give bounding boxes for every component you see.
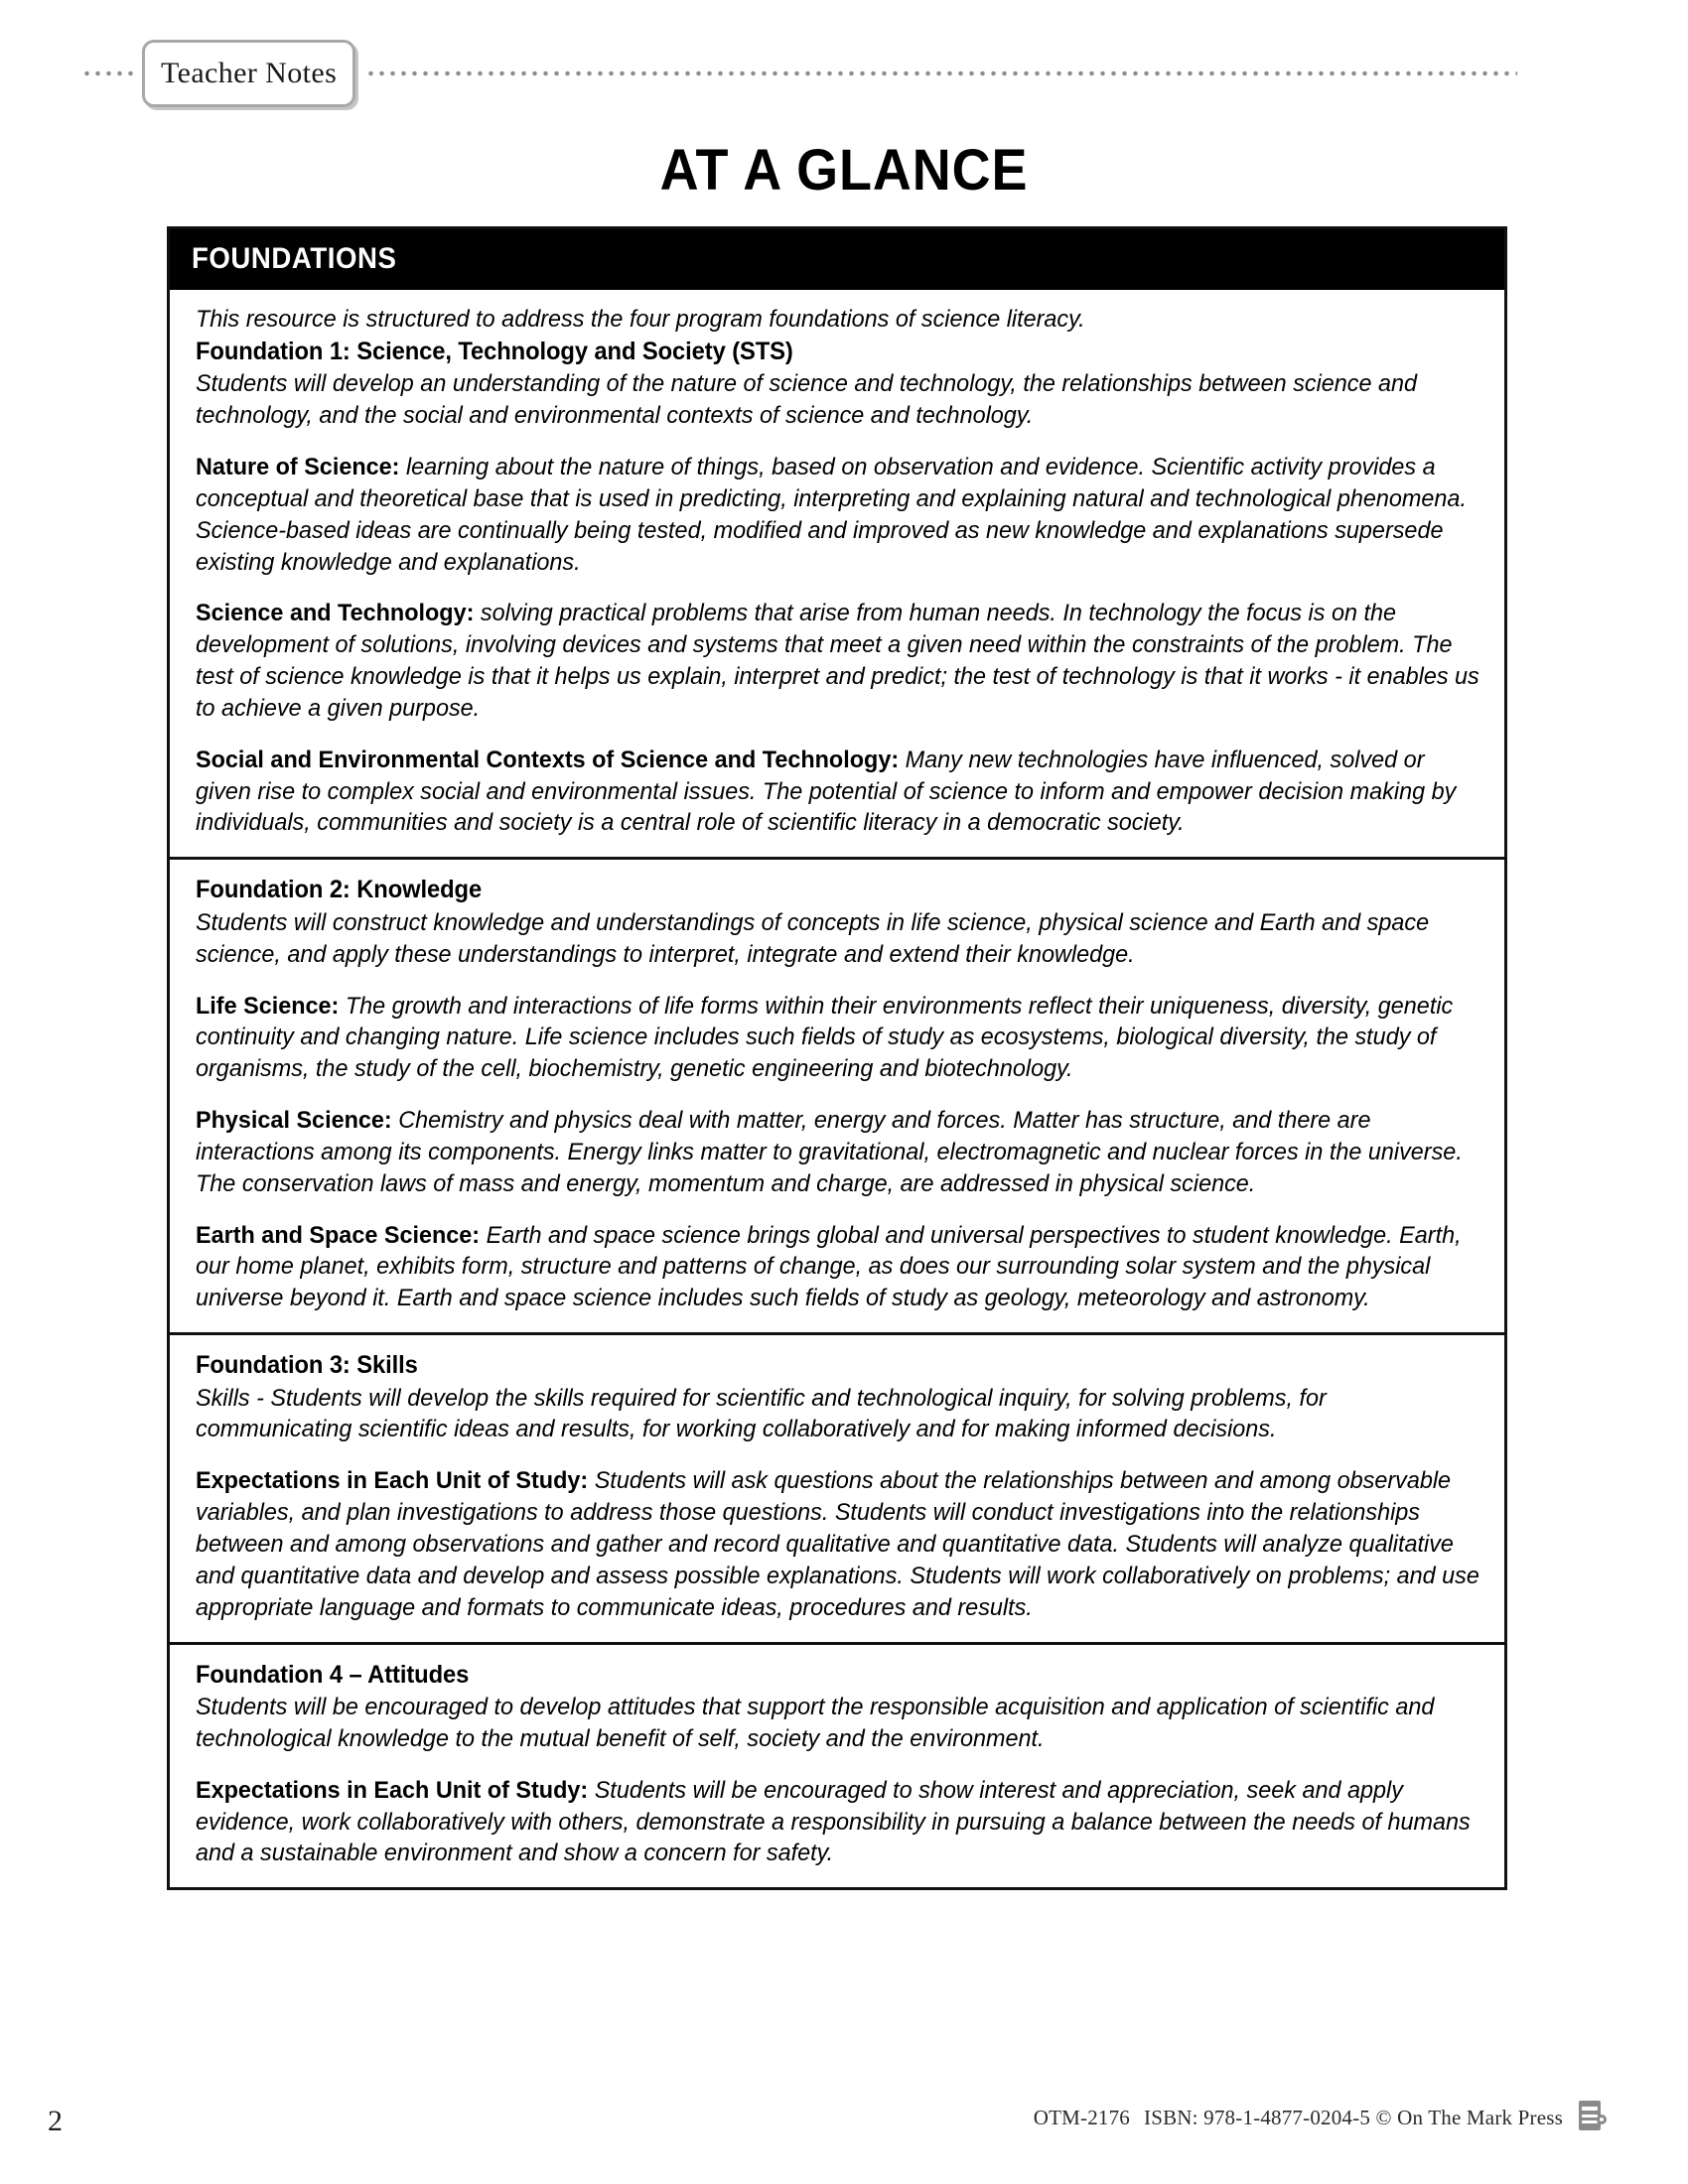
page-title: AT A GLANCE <box>659 138 1029 203</box>
page-header <box>0 38 1688 109</box>
foundation-2-item-1 <box>196 1105 1480 1200</box>
foundation-2-item-0-text: The growth and interactions of life forms within their environments reflect their uniqueness, diversity, genetic continuity and changing nature. Life science includes such fields of study as ecosystems, biological diversity, the study of organisms, the study of the cell, biochemistry, genetic engineering and biotechnology. <box>196 992 1454 1083</box>
foundation-3-heading: Foundation 3: Skills <box>196 1351 418 1380</box>
foundation-3-item-0 <box>196 1465 1480 1623</box>
foundation-2-heading: Foundation 2: Knowledge <box>196 876 483 904</box>
foundation-2-item-2-text: Earth and space science brings global and universal perspectives to student knowledge. Earth, our home planet, exhibits form, structure and patterns of change, as does our surrounding solar system and the physical universe beyond it. Earth and space science includes such fields of study as geology, meteorology and astronomy. <box>196 1221 1462 1312</box>
section-foundation-4 <box>170 1642 1504 1888</box>
foundation-3-item-0-lead: Expectations in Each Unit of Study: <box>196 1467 589 1495</box>
section-foundation-1 <box>170 290 1504 857</box>
imprint-line <box>1034 2106 1563 2130</box>
foundation-2-item-0 <box>196 991 1480 1086</box>
foundation-1-item-1 <box>196 598 1480 724</box>
foundation-4-item-0-text: Students will be encouraged to show interest and appreciation, seek and apply evidence, work collaboratively with others, demonstrate a responsibility in pursuing a balance between the needs of humans and a sustainable environment and show a concern for safety. <box>196 1776 1471 1867</box>
copyright: © On The Mark Press <box>1375 2106 1563 2129</box>
foundations-panel <box>167 226 1507 1890</box>
foundations-band <box>170 229 1504 290</box>
foundation-1-item-2-text: Many new technologies have influenced, solved or given rise to complex social and environmental issues. The potential of science to inform and empower decision making by individuals, communities and society is a central role of scientific literacy in a democratic society. <box>196 746 1457 837</box>
foundation-1-item-0-lead: Nature of Science: <box>196 454 400 481</box>
intro-paragraph: This resource is structured to address the four program foundations of science literacy. <box>196 306 1085 333</box>
page-number: 2 <box>48 2105 63 2137</box>
teacher-notes-tab <box>142 40 355 107</box>
dotted-rule-left-icon <box>81 70 136 76</box>
foundation-1-item-0-text: learning about the nature of things, based on observation and evidence. Scientific activity provides a conceptual and theoretical base that is used in predicting, interpreting and explaining natural and technological phenomena. Science-based ideas are continually being tested, modified and improved as new knowledge and explanations supersede existing knowledge and explanations. <box>196 454 1467 576</box>
foundation-2-heading-body: Students will construct knowledge and understandings of concepts in life science, physical science and Earth and space science, and apply these understandings to interpret, integrate and extend their knowledge. <box>196 908 1430 968</box>
foundation-4-item-0-lead: Expectations in Each Unit of Study: <box>196 1776 589 1804</box>
foundation-4-heading-body: Students will be encouraged to develop attitudes that support the responsible acquisition and application of scientific and technological knowledge to the mutual benefit of self, society and the environment. <box>196 1694 1435 1752</box>
on-the-mark-press-logo-icon <box>1571 2097 1611 2136</box>
section-foundation-3 <box>170 1332 1504 1641</box>
isbn: ISBN: 978-1-4877-0204-5 <box>1144 2106 1371 2129</box>
foundation-2-item-1-lead: Physical Science: <box>196 1107 392 1135</box>
foundation-3-heading-body: Skills - Students will develop the skills required for scientific and technological inquiry, for solving problems, for communicating scientific ideas and results, for working collaboratively and for making informed decisions. <box>196 1384 1327 1443</box>
foundation-1-heading: Foundation 1: Science, Technology and Society (STS) <box>196 337 793 365</box>
foundation-4-heading: Foundation 4 – Attitudes <box>196 1660 470 1689</box>
page-footer <box>0 2085 1688 2138</box>
foundation-1-item-2 <box>196 745 1480 840</box>
foundation-1-item-1-text: solving practical problems that arise from human needs. In technology the focus is on the development of solutions, involving devices and systems that meet a given need within the constraints of the problem. The test of science knowledge is that it helps us explain, interpret and predict; the test of technology is that it works - it enables us to achieve a given purpose. <box>196 600 1479 722</box>
dotted-rule-right-icon <box>365 70 1517 76</box>
foundation-2-item-2 <box>196 1220 1480 1315</box>
teacher-notes-tab-label: Teacher Notes <box>161 57 338 89</box>
product-code: OTM-2176 <box>1033 2106 1131 2129</box>
foundation-1-item-0 <box>196 452 1480 578</box>
foundation-3-item-0-text: Students will ask questions about the relationships between and among observable variables, and plan investigations to address those questions. Students will conduct investigations into the relationships between and among observations and gather and record qualitative and quantitative data. Students will analyze qualitative and quantitative data and develop and assess possible explanations. Students will work collaboratively on problems; and use appropriate language and formats to communicate ideas, procedures and results. <box>196 1467 1479 1621</box>
foundation-2-item-2-lead: Earth and Space Science: <box>196 1221 481 1249</box>
foundation-1-item-2-lead: Social and Environmental Contexts of Science and Technology: <box>196 746 900 773</box>
foundation-2-item-1-text: Chemistry and physics deal with matter, energy and forces. Matter has structure, and there are interactions among its components. Energy links matter to gravitational, electromagnetic and nuclear forces in the universe. The conservation laws of mass and energy, momentum and charge, are addressed in physical science. <box>196 1107 1463 1197</box>
foundations-band-label: FOUNDATIONS <box>192 242 397 275</box>
foundation-1-heading-body: Students will develop an understanding of the nature of science and technology, the relationships between science and technology, and the social and environmental contexts of science and technology. <box>196 370 1418 430</box>
foundation-2-item-0-lead: Life Science: <box>196 992 340 1020</box>
foundation-1-item-1-lead: Science and Technology: <box>196 600 475 627</box>
section-foundation-2 <box>170 857 1504 1332</box>
foundation-4-item-0 <box>196 1775 1480 1870</box>
